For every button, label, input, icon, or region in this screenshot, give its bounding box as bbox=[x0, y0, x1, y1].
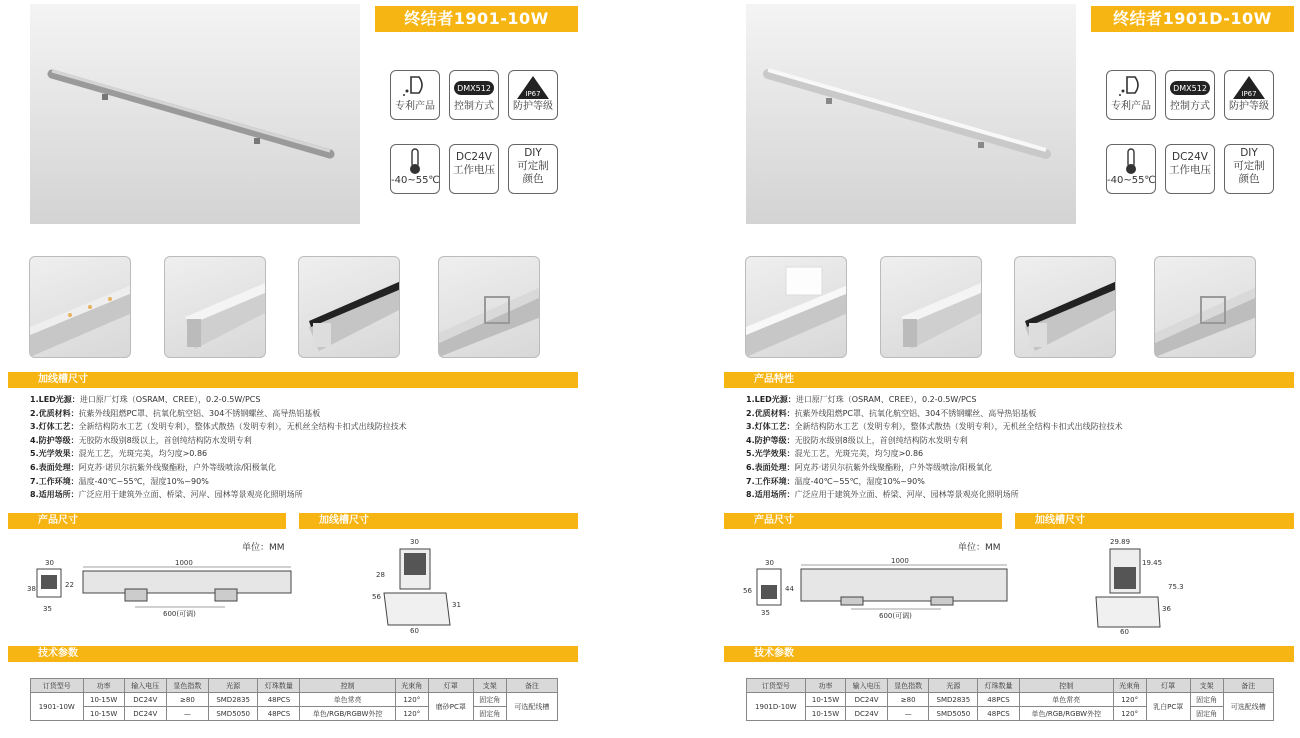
table-cell: 磨砂PC罩 bbox=[428, 693, 473, 721]
table-header-cell: 显色指数 bbox=[887, 679, 929, 693]
table-cell: 1901-10W bbox=[31, 693, 84, 721]
table-cell: SMD2835 bbox=[208, 693, 257, 707]
spec-value: 温度-40℃~55℃，湿度10%~90% bbox=[78, 476, 209, 486]
spec-key: 6.表面处理： bbox=[30, 462, 79, 472]
dim-span: 600(可调) bbox=[879, 612, 912, 620]
spec-item bbox=[746, 393, 1123, 407]
table-header-cell: 灯罩 bbox=[1146, 679, 1190, 693]
dmx-badge-text: DMX512 bbox=[457, 84, 491, 93]
slot-dim-width: 30 bbox=[410, 538, 419, 546]
spec-value: 混光工艺，光斑完美，均匀度>0.86 bbox=[78, 449, 208, 459]
table-cell: — bbox=[887, 707, 929, 721]
parameter-table bbox=[30, 678, 558, 721]
spec-item bbox=[746, 461, 1123, 475]
ip67-icon bbox=[1225, 73, 1273, 101]
dim-height-1: 38 bbox=[27, 585, 36, 593]
dim-height-2: 44 bbox=[785, 585, 794, 593]
detail-thumb-3 bbox=[1014, 256, 1116, 358]
table-cell: DC24V bbox=[124, 693, 166, 707]
table-cell: 10-15W bbox=[83, 693, 124, 707]
table-cell: — bbox=[166, 707, 208, 721]
table-header-cell: 光源 bbox=[208, 679, 257, 693]
spec-item bbox=[30, 475, 407, 489]
slot-dim-width: 29.89 bbox=[1110, 538, 1131, 546]
detail-thumb-4 bbox=[438, 256, 540, 358]
table-cell: 单色常亮 bbox=[300, 693, 395, 707]
dim-span: 600(可调) bbox=[163, 610, 196, 618]
feature-temp bbox=[390, 144, 440, 194]
table-header-cell: 备注 bbox=[506, 679, 557, 693]
feature-label: 专利产品 bbox=[395, 101, 435, 112]
table-cell: 固定角 bbox=[1190, 693, 1223, 707]
section-slot-bar: 加线槽尺寸 bbox=[299, 513, 578, 529]
feature-dmx bbox=[449, 70, 499, 120]
parameter-table bbox=[746, 678, 1274, 721]
spec-key: 4.防护等级： bbox=[746, 435, 795, 445]
feature-dmx bbox=[1165, 70, 1215, 120]
feature-voltage: DC24V 工作电压 bbox=[1165, 144, 1215, 194]
feature-patent bbox=[390, 70, 440, 120]
product-hero-image bbox=[30, 4, 360, 224]
table-cell: 固定角 bbox=[473, 693, 506, 707]
thermometer-icon bbox=[1107, 147, 1155, 175]
table-header-cell: 显色指数 bbox=[166, 679, 208, 693]
spec-item bbox=[30, 393, 407, 407]
table-header-cell: 功率 bbox=[83, 679, 124, 693]
spec-value: 阿克苏·诺贝尔抗紫外线聚酯粉，户外等级喷涂/阳极氧化 bbox=[794, 462, 992, 472]
slot-dim-h2: 56 bbox=[372, 593, 381, 601]
spec-key: 3.灯体工艺： bbox=[30, 422, 79, 432]
detail-thumb-2 bbox=[880, 256, 982, 358]
slot-drawing bbox=[1086, 535, 1186, 635]
table-cell: 120° bbox=[1113, 693, 1146, 707]
spec-key: 1.LED光源： bbox=[30, 395, 80, 404]
led-bar-illustration bbox=[30, 4, 360, 224]
detail-thumb-1 bbox=[29, 256, 131, 358]
ip67-badge-text: IP67 bbox=[1241, 90, 1257, 98]
thermometer-icon bbox=[391, 147, 439, 175]
table-row bbox=[31, 693, 558, 707]
table-cell: 48PCS bbox=[978, 707, 1020, 721]
table-cell: 乳白PC罩 bbox=[1146, 693, 1190, 721]
slot-dim-base: 60 bbox=[410, 627, 419, 635]
spec-value: 广泛应用于建筑外立面、桥梁、河岸、园林等景观亮化照明场所 bbox=[794, 490, 1019, 500]
table-cell: 48PCS bbox=[258, 693, 300, 707]
table-cell: 单色/RGB/RGBW外控 bbox=[300, 707, 395, 721]
table-header-cell: 订货型号 bbox=[747, 679, 806, 693]
spec-item bbox=[30, 420, 407, 434]
feature-temp bbox=[1106, 144, 1156, 194]
section-params-bar: 技术参数 bbox=[8, 646, 578, 662]
dim-height-1: 56 bbox=[743, 587, 752, 595]
section-specs-bar: 产品特性 bbox=[724, 372, 1294, 388]
table-cell: DC24V bbox=[846, 693, 888, 707]
feature-ip67 bbox=[1224, 70, 1274, 120]
spec-item bbox=[746, 475, 1123, 489]
dim-width: 30 bbox=[765, 559, 774, 567]
section-size-bar: 产品尺寸 bbox=[724, 513, 1002, 529]
table-header-cell: 支架 bbox=[1190, 679, 1223, 693]
spec-value: 进口原厂灯珠（OSRAM、CREE），0.2-0.5W/PCS bbox=[79, 395, 261, 404]
spec-key: 5.光学效果： bbox=[30, 449, 79, 459]
table-cell: 10-15W bbox=[83, 707, 124, 721]
spec-item bbox=[746, 488, 1123, 502]
spec-key: 1.LED光源： bbox=[746, 395, 796, 404]
section-size-bar: 产品尺寸 bbox=[8, 513, 286, 529]
table-row bbox=[747, 693, 1274, 707]
table-header-cell: 输入电压 bbox=[124, 679, 166, 693]
slot-dim-base: 60 bbox=[1120, 628, 1129, 635]
spec-item bbox=[746, 407, 1123, 421]
spec-item bbox=[30, 407, 407, 421]
catalog-page-right bbox=[716, 0, 1300, 738]
spec-key: 7.工作环境： bbox=[30, 476, 79, 486]
spec-item bbox=[746, 447, 1123, 461]
led-bar-illustration bbox=[746, 4, 1076, 224]
spec-item bbox=[30, 447, 407, 461]
feature-label: 控制方式 bbox=[454, 101, 494, 112]
feature-label: -40~55℃ bbox=[1107, 175, 1156, 186]
spec-value: 抗紫外线阻燃PC罩、抗氧化航空铝、304不锈钢螺丝、高导热铝基板 bbox=[78, 408, 321, 418]
table-header-row bbox=[747, 679, 1274, 693]
section-params-bar: 技术参数 bbox=[724, 646, 1294, 662]
spec-list bbox=[746, 393, 1123, 502]
spec-value: 无胶防水级别8级以上，首创纯结构防水发明专利 bbox=[78, 435, 252, 445]
section-specs-bar: 加线槽尺寸 bbox=[8, 372, 578, 388]
table-header-cell: 灯罩 bbox=[428, 679, 473, 693]
dim-height-2: 22 bbox=[65, 581, 74, 589]
spec-value: 阿克苏·诺贝尔抗紫外线聚酯粉，户外等级喷涂/阳极氧化 bbox=[78, 462, 276, 472]
table-header-cell: 输入电压 bbox=[846, 679, 888, 693]
table-header-row bbox=[31, 679, 558, 693]
product-hero-image bbox=[746, 4, 1076, 224]
slot-dim-h1: 28 bbox=[376, 571, 385, 579]
table-header-cell: 灯珠数量 bbox=[258, 679, 300, 693]
unit-label: 单位：MM bbox=[242, 543, 285, 553]
spec-key: 4.防护等级： bbox=[30, 435, 79, 445]
spec-value: 无胶防水级别8级以上，首创纯结构防水发明专利 bbox=[794, 435, 968, 445]
slot-dim-h3: 31 bbox=[452, 601, 461, 609]
patent-icon bbox=[391, 73, 439, 101]
table-cell: SMD2835 bbox=[929, 693, 978, 707]
detail-thumb-2 bbox=[164, 256, 266, 358]
spec-list bbox=[30, 393, 407, 502]
slot-dim-h3: 36 bbox=[1162, 605, 1171, 613]
table-cell: 10-15W bbox=[805, 693, 846, 707]
product-title: 终结者1901D-10W bbox=[1091, 6, 1294, 32]
table-cell: DC24V bbox=[846, 707, 888, 721]
section-slot-bar: 加线槽尺寸 bbox=[1015, 513, 1294, 529]
spec-value: 进口原厂灯珠（OSRAM、CREE），0.2-0.5W/PCS bbox=[795, 395, 977, 404]
feature-patent bbox=[1106, 70, 1156, 120]
table-header-cell: 备注 bbox=[1223, 679, 1273, 693]
spec-key: 2.优质材料： bbox=[30, 408, 79, 418]
table-cell: 单色/RGB/RGBW外控 bbox=[1019, 707, 1113, 721]
feature-voltage: DC24V 工作电压 bbox=[449, 144, 499, 194]
slot-dim-h1: 19.45 bbox=[1142, 559, 1163, 567]
spec-item bbox=[30, 461, 407, 475]
table-header-cell: 光束角 bbox=[395, 679, 428, 693]
feature-label: 防护等级 bbox=[513, 101, 553, 112]
table-cell: 单色常亮 bbox=[1019, 693, 1113, 707]
table-cell: ≥80 bbox=[166, 693, 208, 707]
feature-label: 控制方式 bbox=[1170, 101, 1210, 112]
table-row bbox=[31, 707, 558, 721]
detail-thumb-1 bbox=[745, 256, 847, 358]
spec-key: 5.光学效果： bbox=[746, 449, 795, 459]
table-cell: DC24V bbox=[124, 707, 166, 721]
feature-diy: DIY 可定制 颜色 bbox=[508, 144, 558, 194]
spec-value: 抗紫外线阻燃PC罩、抗氧化航空铝、304不锈钢螺丝、高导热铝基板 bbox=[794, 408, 1037, 418]
dim-width: 30 bbox=[45, 559, 54, 567]
spec-value: 广泛应用于建筑外立面、桥梁、河岸、园林等景观亮化照明场所 bbox=[78, 490, 303, 500]
spec-key: 2.优质材料： bbox=[746, 408, 795, 418]
table-cell: 48PCS bbox=[258, 707, 300, 721]
spec-key: 8.适用场所： bbox=[30, 490, 79, 500]
spec-key: 6.表面处理： bbox=[746, 462, 795, 472]
spec-key: 8.适用场所： bbox=[746, 490, 795, 500]
spec-value: 全新结构防水工艺（发明专利），整体式散热（发明专利），无机丝全结构卡扣式出线防拉技术 bbox=[794, 422, 1123, 432]
table-header-cell: 功率 bbox=[805, 679, 846, 693]
detail-thumb-3 bbox=[298, 256, 400, 358]
spec-item bbox=[746, 434, 1123, 448]
table-cell: 120° bbox=[395, 693, 428, 707]
table-row bbox=[747, 707, 1274, 721]
table-cell: 10-15W bbox=[805, 707, 846, 721]
dim-base: 35 bbox=[761, 609, 770, 617]
table-cell: 固定角 bbox=[1190, 707, 1223, 721]
spec-value: 混光工艺，光斑完美，均匀度>0.86 bbox=[794, 449, 924, 459]
size-drawing bbox=[25, 555, 300, 625]
patent-icon bbox=[1107, 73, 1155, 101]
size-drawing bbox=[741, 555, 1016, 625]
dmx512-icon bbox=[1166, 73, 1214, 101]
slot-dim-h2: 75.3 bbox=[1168, 583, 1184, 591]
table-cell: 120° bbox=[1113, 707, 1146, 721]
product-title: 终结者1901-10W bbox=[375, 6, 578, 32]
dim-base: 35 bbox=[43, 605, 52, 613]
unit-label: 单位：MM bbox=[958, 543, 1001, 553]
slot-drawing bbox=[370, 535, 470, 635]
ip67-icon bbox=[509, 73, 557, 101]
spec-value: 温度-40℃~55℃，湿度10%~90% bbox=[794, 476, 925, 486]
dim-length: 1000 bbox=[175, 559, 193, 567]
dmx-badge-text: DMX512 bbox=[1173, 84, 1207, 93]
table-header-cell: 订货型号 bbox=[31, 679, 84, 693]
feature-label: 专利产品 bbox=[1111, 101, 1151, 112]
feature-label: -40~55℃ bbox=[391, 175, 440, 186]
dim-length: 1000 bbox=[891, 557, 909, 565]
table-cell: 可选配线槽 bbox=[1223, 693, 1273, 721]
table-cell: 1901D-10W bbox=[747, 693, 806, 721]
table-cell: ≥80 bbox=[887, 693, 929, 707]
feature-diy: DIY 可定制 颜色 bbox=[1224, 144, 1274, 194]
table-header-cell: 光束角 bbox=[1113, 679, 1146, 693]
table-header-cell: 控制 bbox=[1019, 679, 1113, 693]
table-cell: 固定角 bbox=[473, 707, 506, 721]
spec-item bbox=[30, 488, 407, 502]
table-header-cell: 光源 bbox=[929, 679, 978, 693]
feature-ip67 bbox=[508, 70, 558, 120]
table-header-cell: 控制 bbox=[300, 679, 395, 693]
table-header-cell: 支架 bbox=[473, 679, 506, 693]
table-header-cell: 灯珠数量 bbox=[978, 679, 1020, 693]
spec-item bbox=[746, 420, 1123, 434]
table-cell: SMD5050 bbox=[929, 707, 978, 721]
spec-value: 全新结构防水工艺（发明专利），整体式散热（发明专利），无机丝全结构卡扣式出线防拉技术 bbox=[78, 422, 407, 432]
feature-label: 防护等级 bbox=[1229, 101, 1269, 112]
table-cell: 可选配线槽 bbox=[506, 693, 557, 721]
table-cell: 120° bbox=[395, 707, 428, 721]
spec-item bbox=[30, 434, 407, 448]
detail-thumb-4 bbox=[1154, 256, 1256, 358]
ip67-badge-text: IP67 bbox=[525, 90, 541, 98]
table-cell: SMD5050 bbox=[208, 707, 257, 721]
spec-key: 3.灯体工艺： bbox=[746, 422, 795, 432]
spec-key: 7.工作环境： bbox=[746, 476, 795, 486]
table-cell: 48PCS bbox=[978, 693, 1020, 707]
dmx512-icon bbox=[450, 73, 498, 101]
